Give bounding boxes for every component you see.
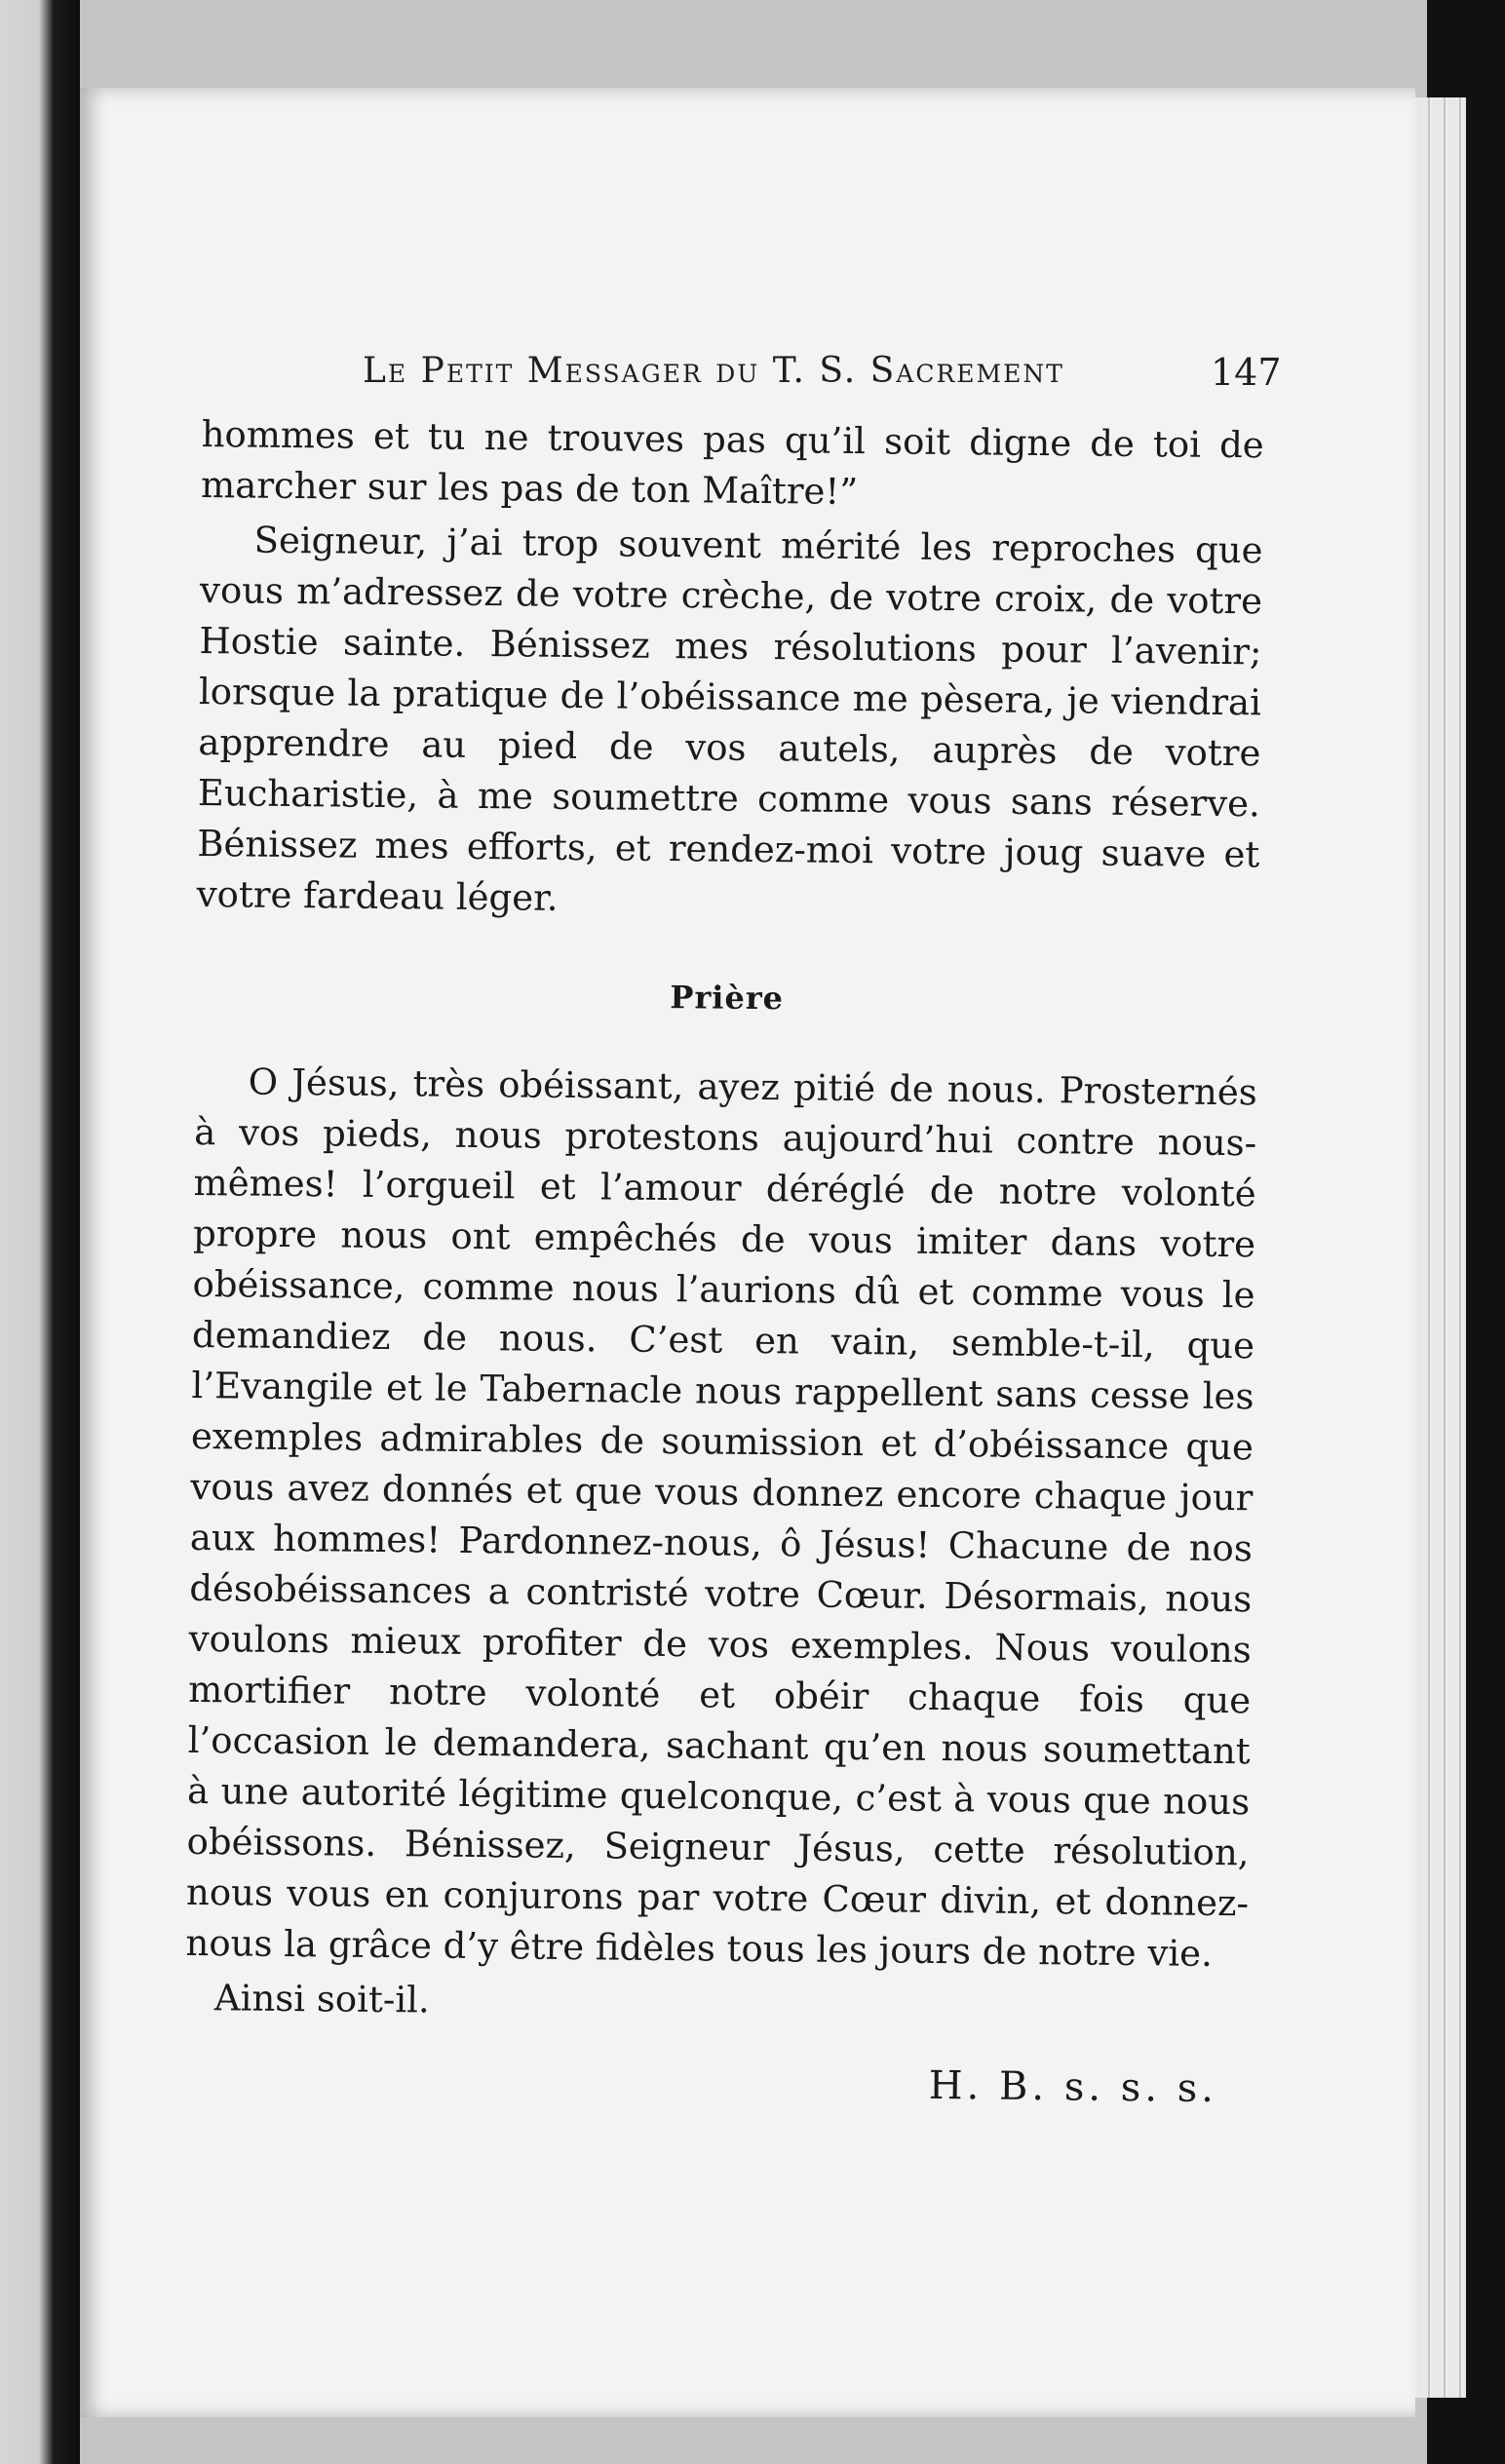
- page-body: [184, 409, 1264, 2118]
- signature: H. B. s. s. s.: [928, 2062, 1218, 2112]
- closing-line: Ainsi soit-il.: [213, 1977, 431, 2021]
- section-heading-priere: Prière: [670, 979, 785, 1018]
- book-page: [80, 88, 1415, 2417]
- running-header: Le Petit Messager du T. S. Sacrement: [363, 351, 1064, 391]
- book-binding-shadow: [0, 0, 80, 2464]
- page-number: 147: [1211, 351, 1282, 394]
- paragraph-prayer: O Jésus, très obéissant, ayez pitié de nous. Prosternés à vos pieds, nous protestons aujourd’hui contre nous-mêmes! l’orgueil et l’amour déréglé de notre volonté propre nous ont empêchés de vous imiter dans votre obéissance, comme nous l’aurions dû et comme vous le demandiez de nous. C’est en vain, semble-t-il, que l’Evangile et le Tabernacle nous rappellent sans cesse les exemples admirables de soumission et d’obéissance que vous avez donnés et que vous donnez encore chaque jour aux hommes! Pardonnez-nous, ô Jésus! Chacune de nos désobéissances a contristé votre Cœur. Désormais, nous voulons mieux profiter de vos exemples. Nous voulons mortifier notre volonté et obéir chaque fois que l’occasion le demandera, sachant qu’en nous soumettant à une autorité légitime quelconque, c’est à vous que nous obéissons. Bénissez, Seigneur Jésus, cette résolution, nous vous en conjurons par votre Cœur divin, et donnez-nous la grâce d’y être fidèles tous les jours de notre vie.: [185, 1060, 1257, 1975]
- paragraph-continuation: hommes et tu ne trouves pas qu’il soit digne de toi de marcher sur les pas de ton Maître!”: [200, 412, 1264, 514]
- paragraph-seigneur: Seigneur, j’ai trop souvent mérité les reproches que vous m’adressez de votre crèche, de votre croix, de votre Hostie sainte. Bénissez mes résolutions pour l’avenir; lorsque la pratique de l’obéissance me pèsera, je viendrai apprendre au pied de vos autels, auprès de votre Eucharistie, à me soumettre comme vous sans réserve. Bénissez mes efforts, et rendez-moi votre joug suave et votre fardeau léger.: [196, 519, 1263, 919]
